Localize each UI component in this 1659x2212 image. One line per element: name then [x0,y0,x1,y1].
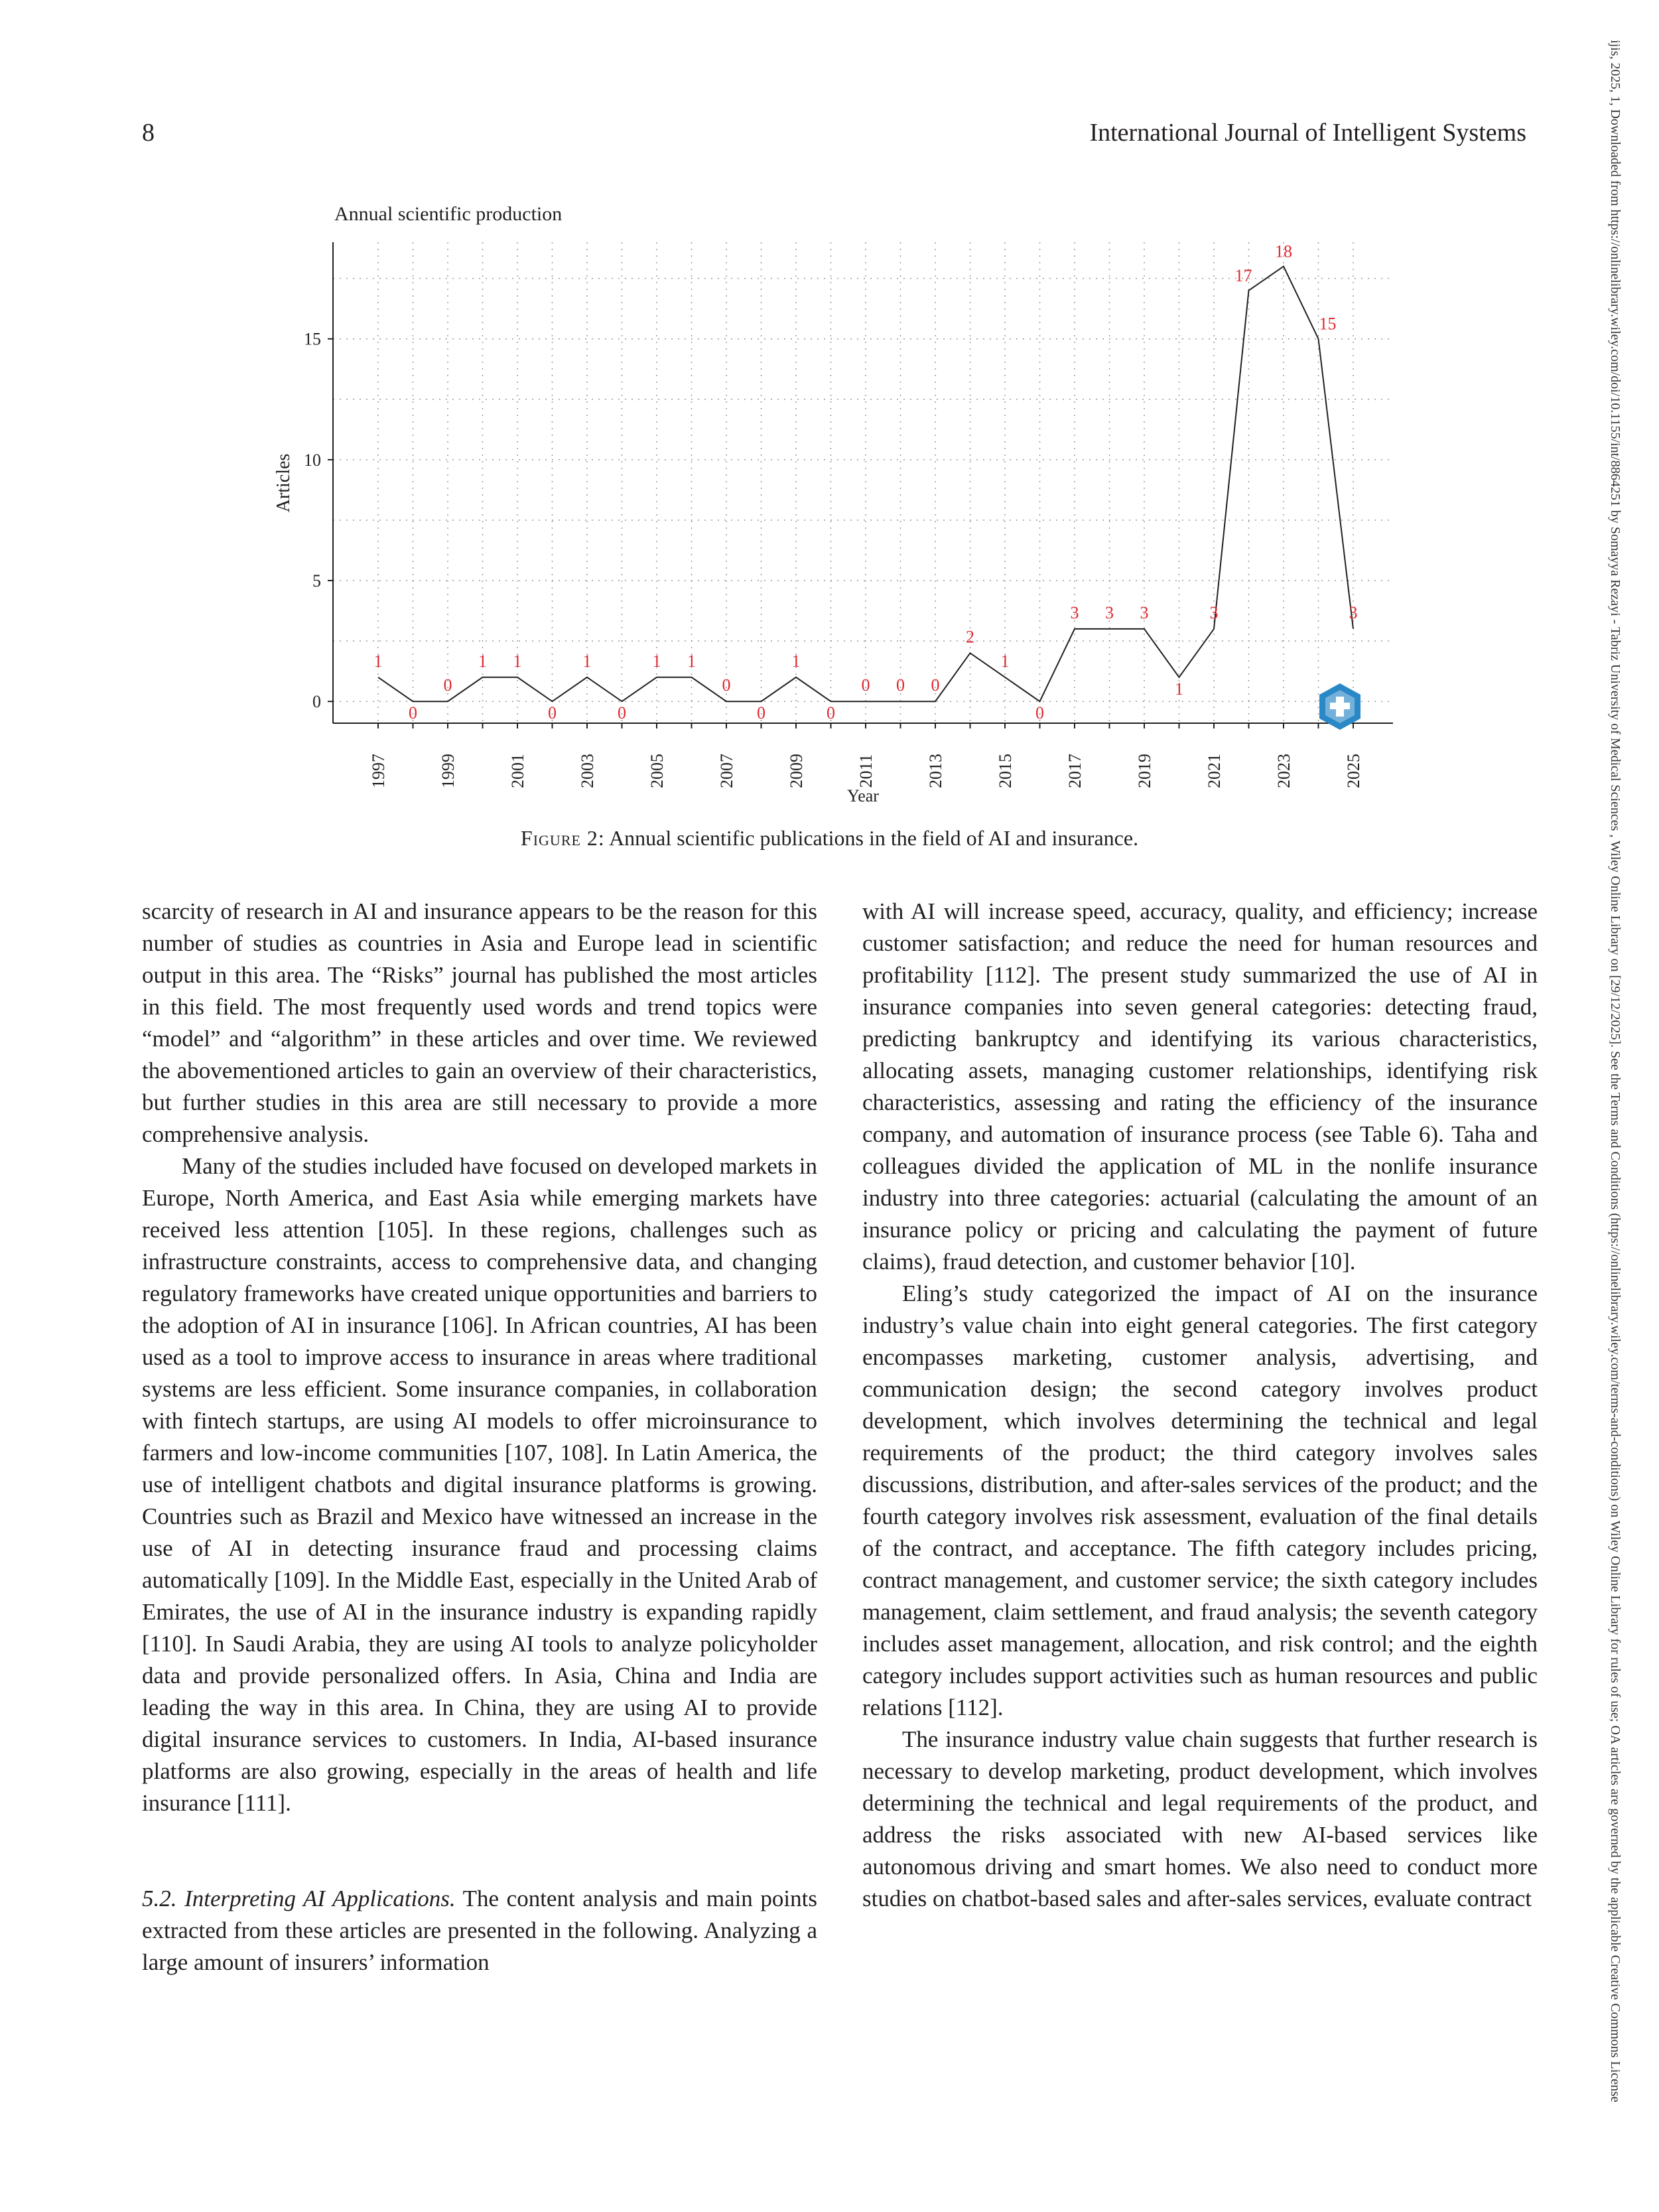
x-tick-label: 2023 [1274,754,1294,788]
x-tick-label: 2005 [647,754,667,788]
x-tick-label: 2025 [1344,754,1363,788]
journal-title: International Journal of Intelligent Systems [1089,119,1526,147]
data-label: 0 [548,703,557,723]
data-label: 0 [827,703,835,723]
x-tick-label: 2019 [1135,754,1154,788]
data-label: 1 [1175,679,1183,699]
data-label: 1 [652,651,661,671]
data-label: 17 [1234,265,1252,285]
x-tick-label: 2015 [996,754,1015,788]
x-tick-label: 2001 [508,754,527,788]
data-label: 18 [1275,242,1292,261]
figure-caption-text: Annual scientific publications in the field of AI and insurance. [609,826,1139,850]
data-label: 1 [513,651,522,671]
figure-caption [0,826,1659,851]
right-paragraph-1: with AI will increase speed, accuracy, quality, and efficiency; increase customer satisfaction; and reduce the need for human resources and profitability [112]. The present study summarized the use of AI in insurance companies into seven general categories: detecting fraud, predicting bankruptcy and identifying its various characteristics, allocating assets, managing customer relationships, identifying risk characteristics, assessing and rating the efficiency of the insurance company, and automation of insurance process (see Table 6). Taha and colleagues divided the application of ML in the nonlife insurance industry into three categories: actuarial (calculating the amount of an insurance policy or pricing and calculating the payment of future claims), fraud detection, and customer behavior [10]. [862,898,1538,1275]
side-note-text: ijis, 2025, 1, Downloaded from https://onlinelibrary.wiley.com/doi/10.1155/int/8864251 by Somayya Rezayi - Tabriz University of Medical Sciences , Wiley Online Library on [29/12/2025]. See the Terms and Conditions (https://onlinelibrary.wiley.com/terms-and-conditions) on Wiley Online Library for rules of use; OA articles are governed by the applicable Creative Commons License [1608,40,1623,2103]
right-paragraph-2: Eling’s study categorized the impact of AI on the insurance industry’s value chain into eight general categories. The first category encompasses marketing, customer analysis, advertising, and communication design; the second category involves product development, which involves determining the technical and legal requirements of the product; the third category involves sales discussions, distribution, and after-sales services of the product; and the fourth category involves risk assessment, evaluation of the final details of the contract, and acceptance. The fifth category includes pricing, contract management, and customer service; the sixth category includes management, claim settlement, and fraud analysis; the seventh category includes asset management, allocation, and risk control; and the eighth category includes support activities such as human resources and public relations [112]. [862,1280,1538,1720]
data-label: 0 [722,675,731,695]
y-axis-label: Articles [273,453,294,513]
data-label: 1 [1000,651,1010,671]
y-tick-label: 0 [312,692,321,712]
left-paragraph-1: scarcity of research in AI and insurance appears to be the reason for this number of studies as countries in Asia and Europe lead in scientific output in this area. The “Risks” journal has published the most articles in this field. The most frequently used words and trend topics were “model” and “algorithm” in these articles and over time. We reviewed the abovementioned articles to gain an overview of their characteristics, but further studies in this area are still necessary to provide a more comprehensive analysis. [142,898,817,1147]
x-tick-label: 2007 [717,754,736,788]
x-tick-label: 2011 [856,754,876,788]
section-heading: 5.2. Interpreting AI Applications. [142,1886,456,1911]
chart-title: Annual scientific production [334,203,563,225]
data-label: 0 [757,703,765,723]
figure-2 [265,199,1426,823]
data-label: 3 [1105,602,1114,622]
data-label: 1 [791,651,801,671]
left-column [142,896,817,1978]
x-tick-label: 2009 [787,754,806,788]
y-tick-label: 15 [304,329,321,349]
data-label: 0 [409,703,417,723]
data-label: 0 [861,675,870,695]
data-label: 1 [373,651,383,671]
data-label: 0 [931,675,940,695]
figure-label: Figure 2: [520,826,605,850]
y-tick-label: 5 [312,571,321,591]
download-side-note [1608,40,1636,2196]
data-label: 0 [443,675,452,695]
data-label: 3 [1349,602,1358,622]
data-label: 1 [687,651,696,671]
grid [333,242,1393,723]
data-label: 3 [1070,602,1079,622]
x-tick-label: 2017 [1065,754,1085,788]
x-tick-label: 2021 [1205,754,1224,788]
section-5-2-paragraph [142,1883,817,1978]
x-tick-label: 1999 [438,754,458,788]
x-tick-label: 2013 [926,754,945,788]
data-label: 1 [582,651,592,671]
data-label: 15 [1319,314,1337,334]
x-axis-label: Year [847,786,879,805]
data-label: 2 [966,627,974,647]
y-tick-label: 10 [304,450,321,470]
data-label: 0 [896,675,905,695]
data-label: 1 [478,651,487,671]
right-paragraph-3: The insurance industry value chain suggests that further research is necessary to develop marketing, product development, which involves determining the technical and legal requirements of the product, and address the risks associated with new AI-based services like autonomous driving and smart homes. We also need to conduct more studies on chatbot-based sales and after-sales services, evaluate contract [862,1726,1538,1911]
annual-production-chart [265,199,1426,823]
data-label: 3 [1209,602,1219,622]
data-label: 3 [1140,602,1149,622]
x-tick-label: 2003 [578,754,597,788]
left-paragraph-2: Many of the studies included have focused on developed markets in Europe, North America, and East Asia while emerging markets have received less attention [105]. In these regions, challenges such as infrastructure constraints, access to comprehensive data, and changing regulatory frameworks have created unique opportunities and barriers to the adoption of AI in insurance [106]. In African countries, AI has been used as a tool to improve access to insurance in areas where traditional systems are less efficient. Some insurance companies, in collaboration with fintech startups, are using AI models to offer microinsurance to farmers and low-income communities [107, 108]. In Latin America, the use of intelligent chatbots and digital insurance platforms is growing. Countries such as Brazil and Mexico have witnessed an increase in the use of AI in detecting insurance fraud and processing claims automatically [109]. In the Middle East, especially in the United Arab of Emirates, the use of AI in the insurance industry is expanding rapidly [110]. In Saudi Arabia, they are using AI tools to analyze policyholder data and provide personalized offers. In Asia, China and India are leading the way in this area. In China, they are using AI to provide digital insurance services to customers. In India, AI-based insurance platforms are also growing, especially in the areas of health and life insurance [111]. [142,1153,817,1816]
x-tick-label: 1997 [369,754,388,788]
page-number: 8 [142,119,155,147]
right-column [862,896,1538,1915]
series-line [378,266,1353,701]
data-label: 0 [1035,703,1044,723]
data-label: 0 [618,703,626,723]
left-paragraph-3: The content analysis and main points extracted from these articles are presented in the following. Analyzing a large amount of insurers’ information [142,1886,817,1975]
